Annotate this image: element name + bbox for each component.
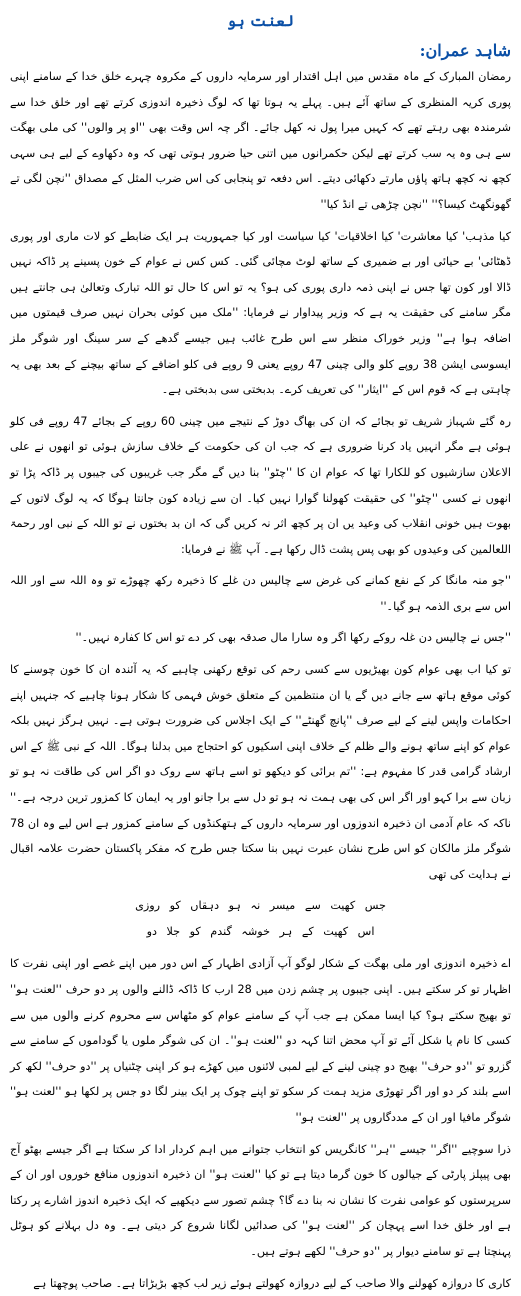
article-paragraph: کاری کا دروازہ کھولنے والا صاحب کے لیے دروازہ کھولتے ہوئے زیر لب کچھ بڑبڑاتا ہے۔ صاحب پوچھتا ہے <box>33 1276 511 1290</box>
verse-line: جس کھیت سے میسر نہ ہو دہقاں کو روزی <box>135 899 386 913</box>
article-title: لعنت ہو <box>227 12 294 30</box>
verse-line: اس کھیت کے ہر خوشہ گندم کو جلا دو <box>146 925 375 939</box>
article-paragraph: رمضان المبارک کے ماہ مقدس میں اہل اقتدار اور سرمایہ داروں کے مکروہ چہرے خلق خدا کے سامنے اپنی پوری کریہ المنظری کے ساتھ آئے ہیں۔ پہلے یہ ہوتا تھا کہ لوگ ذخیرہ اندوزی کرتے تھے اور خلق خدا سے شرمندہ بھی رہتے تھے کہ کہیں میرا پول نہ کھل جائے۔ اگر چہ اس وقت بھی ''او پر والوں'' کی ملی بھگت سے ہی وہ یہ سب کرتے تھے لیکن حکمرانوں میں اتنی حیا ضرور ہوتی تھی کہ وہ دکھاوے کے لیے ہی سہی کچھ نہ کچھ ہاتھ پاؤں مارتے دکھائی دیتے۔ اس دفعہ تو پنجابی کی اس ضرب المثل کے مصداق ''نچن لگی تے گھونگھٹ کیسا؟'' ''نچن چڑھی تے انڈ کیا'' <box>10 70 511 211</box>
poetry-verses <box>10 893 511 945</box>
hadith-quote: ''جو منہ مانگا کر کے نفع کمانے کی غرض سے چالیس دن غلے کا ذخیرہ رکھ چھوڑے تو وہ اللہ سے اور اللہ اس سے بری الذمہ ہو گیا۔'' <box>10 574 511 613</box>
article-paragraph: رہ گئے شہباز شریف تو بجائے کہ ان کی بھاگ دوڑ کے نتیجے میں چینی 60 روپے کے بجائے 47 روپے فی کلو ہوئی ہے مگر انہیں یاد کرنا ضروری ہے کہ جب ان کی حکومت کے خلاف سازش ہوئی تو انھوں نے علی الاعلان سازشیوں کو للکارا تھا کہ عوام ان کا ''چٹو'' بنا دیں گے مگر جب غریبوں کی جیبوں پر ڈاکہ پڑا تو انھوں نے کسی ''چٹو'' کی حقیقت کھولنا گوارا نہیں کیا۔ ان سے زیادہ کون جانتا ہوگا کہ یہ لوگ لاتوں کے بھوت ہیں خونی انقلاب کی وعید یں ان پر کچھ اثر نہ کریں گی کہ ان بد بختوں نے تو اللہ کے نبی اور رحمۃ اللعالمین کی وعیدوں کو بھی پس پشت ڈال رکھا ہے۔ آپ ﷺ نے فرمایا: <box>10 414 511 556</box>
article-paragraph: اے ذخیرہ اندوزی اور ملی بھگت کے شکار لوگو آپ آزادی اظہار کے اس دور میں اپنے غصے اور اپنی نفرت کا اظہار تو کر سکتے ہیں۔ اپنی جیبوں پر چشم زدن میں 28 ارب کا ڈاکہ ڈالنے والوں پر دو حرف ''لعنت ہو'' تو بھیج سکتے ہو؟ کیا ایسا ممکن ہے جب آپ کے سامنے عوام کو مٹھاس سے محروم کرنے والوں میں سے کسی کا نام یا شکل آئے تو آپ محض اتنا کہہ دو ''لعنت ہو''۔ ان کی شوگر ملوں یا گوداموں کے سامنے سے گزرو تو ''دو حرف'' بھیج دو چینی لینے کے لیے لمبی لائنوں میں کھڑے ہو کر اپنی چٹنیاں پر ''دو حرف'' لکھ کر اسے بلند کر دو اور اگر تھوڑی مزید ہمت کر سکو تو اپنے چوک پر ایک بینر لگا دو جس پر لکھا ہو ''لعنت ہو'' شوگر مافیا اور ان کے مددگاروں پر ''لعنت ہو'' <box>10 957 511 1124</box>
article-paragraph: کیا مذہب' کیا معاشرت' کیا اخلاقیات' کیا سیاست اور کیا جمہوریت ہر ایک ضابطے کو لات ماری اور پوری ڈھٹائی' بے حیائی اور بے ضمیری کے ساتھ لوٹ مچائی گئی۔ کس کس نے عوام کے خون پسینے پر ڈاکہ نہیں ڈالا اور کون تھا جس نے اپنی ذمہ داری پوری کی ہو؟ یہ تو اس کا حال تو اللہ تبارک وتعالیٰ ہی جانتے ہیں مگر سامنے کی حقیقت یہ ہے کہ وزیر پیداوار نے فرمایا: ''ملک میں کوئی بحران نہیں صرف قیمتوں میں اضافہ ہوا ہے'' وزیر خوراک منظر سے اس طرح غائب ہیں جیسے گدھے کے سر سینگ اور شوگر ملز ایسوسی ایشن 38 روپے کلو والی چینی 47 روپے یعنی 9 روپے فی کلو اضافے کے ساتھ بیچنے کے بعد بھی یہ چاہتی ہے کہ قوم اس کے ''ایثار'' کی تعریف کرے۔ بدبختی سی بدبختی ہے۔ <box>10 229 512 397</box>
hadith-quote: ''جس نے چالیس دن غلہ روکے رکھا اگر وہ سارا مال صدقہ بھی کر دے تو اس کا کفارہ نہیں۔'' <box>75 631 511 645</box>
author-name: شاہد عمران: <box>419 41 511 60</box>
article-paragraph: تو کیا اب بھی عوام کون بھیڑیوں سے کسی رحم کی توقع رکھنی چاہیے کہ یہ آئندہ ان کا خون چوسنے کا کوئی موقع ہاتھ سے جانے دیں گے یا ان منتظمین کے متعلق خوش فہمی کا شکار ہونا چاہیے کہ جنہیں اپنے احکامات واپس لینے کے لیے صرف ''پانچ گھنٹے'' کے ایک اجلاس کی ضرورت ہوتی ہے۔ نہیں ہرگز نہیں بلکہ عوام کو اپنے ساتھ ہونے والے ظلم کے خلاف اپنی اسکیوں کو احتجاج میں بدلنا ہوگا۔ اللہ کے نبی ﷺ کے اس ارشاد گرامی قدر کا مفہوم ہے: ''تم برائی کو دیکھو تو اسے ہاتھ سے روک دو اگر اس کی طاقت نہ ہو تو زبان سے برا کہو اور اگر اس کی بھی ہمت نہ ہو تو دل سے برا جانو اور یہ ایمان کا کمزور ترین درجہ ہے۔'' ناکہ کہ عام آدمی ان ذخیرہ اندوزوں اور سرمایہ داروں کے ہتھکنڈوں کے سامنے کمزور ہے اس لیے وہ ان 78 شوگر ملز مالکان کو اس طرح نشان عبرت نہیں بنا سکتا جس طرح کہ مفکر پاکستان حضرت علامہ اقبال نے ہدایت کی تھی <box>10 663 511 881</box>
article-paragraph: ذرا سوچیے ''اگر'' جیسے ''ہر'' کانگریس کو انتخاب جتوانے میں اہم کردار ادا کر سکتا ہے اگر جیسے بھٹو آج بھی پیپلز پارٹی کے جیالوں کا خون گرما دیتا ہے تو کیا ''لعنت ہو'' ان ذخیرہ اندوزوں منافع خوروں اور ان کے سرپرستوں کو عوامی نفرت کا نشان نہ بنا دے گا؟ چشم تصور سے دیکھیے کہ ایک ذخیرہ اندوز اشارے پر رکتا ہے اور خلق خدا اسے پہچان کر ''لعنت ہو'' کی صدائیں لگانا شروع کر دیتی ہے۔ وہ دل بہلانے کو ہوٹل پہنچتا ہے تو سامنے دیوار پر ''دو حرف'' لکھے ہوتے ہیں۔ <box>10 1142 511 1258</box>
